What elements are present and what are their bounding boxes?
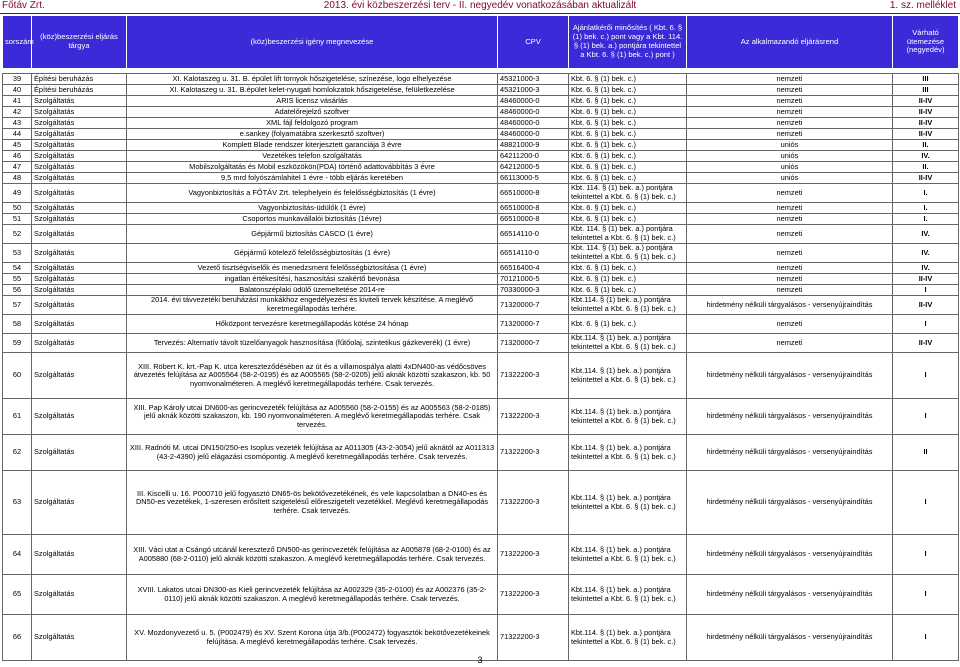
cell-igeny: ARIS licensz vásárlás (127, 96, 498, 107)
cell-minosites: Kbt.114. § (1) bek. a.) pontjára tekintettel a Kbt. 6. § (1) bek. c.) (569, 334, 687, 353)
table-row (3, 118, 959, 129)
cell-cpv: 66514110-0 (498, 244, 569, 263)
cell-utemezes: I. (893, 184, 959, 203)
cell-cpv: 71322200-3 (498, 575, 569, 615)
cell-cpv: 48460000-0 (498, 96, 569, 107)
cell-utemezes: II-IV (893, 107, 959, 118)
cell-minosites: Kbt.114. § (1) bek. a.) pontjára tekintettel a Kbt. 6. § (1) bek. c.) (569, 399, 687, 435)
cell-eljarasrend: nemzeti (687, 203, 893, 214)
cell-igeny: Vagyonbiztosítás a FŐTÁV Zrt. telephelyein és felelősségbiztosítás (1 évre) (127, 184, 498, 203)
cell-utemezes: I (893, 315, 959, 334)
cell-cpv: 45321000-3 (498, 85, 569, 96)
cell-sorszam: 58 (3, 315, 32, 334)
cell-sorszam: 60 (3, 353, 32, 399)
cell-igeny: Gépjármű kötelező felelősségbiztosítás (1 évre) (127, 244, 498, 263)
cell-cpv: 71322200-3 (498, 535, 569, 575)
table-row (3, 285, 959, 296)
cell-utemezes: I. (893, 203, 959, 214)
cell-igeny: 2014. évi távvezetéki beruházási munkákhoz engedélyezési és kiviteli tervek készítése. A meglévő keretmegállapodás terhére. (127, 296, 498, 315)
cell-cpv: 66510000-8 (498, 184, 569, 203)
cell-minosites: Kbt. 114. § (1) bek. a.) pontjára tekintettel a Kbt. 6. § (1) bek. c.) (569, 225, 687, 244)
cell-utemezes: II-IV (893, 129, 959, 140)
cell-targy: Szolgáltatás (32, 285, 127, 296)
cell-utemezes: IV. (893, 225, 959, 244)
cell-igeny: XI. Kalotaszeg u. 31. B. épület lift tornyok hőszigetelése, színezése, logo elhelyezése (127, 74, 498, 85)
cell-igeny: Csoportos munkavállalói biztosítás (1évre) (127, 214, 498, 225)
cell-igeny: e.sankey (folyamatábra szerkesztő szoftver) (127, 129, 498, 140)
cell-sorszam: 54 (3, 263, 32, 274)
table-row (3, 615, 959, 661)
cell-cpv: 48460000-0 (498, 107, 569, 118)
table-row (3, 74, 959, 85)
cell-cpv: 48460000-0 (498, 118, 569, 129)
cell-targy: Szolgáltatás (32, 96, 127, 107)
table-row (3, 151, 959, 162)
cell-cpv: 48821000-9 (498, 140, 569, 151)
cell-sorszam: 45 (3, 140, 32, 151)
cell-sorszam: 53 (3, 244, 32, 263)
cell-eljarasrend: uniós (687, 151, 893, 162)
cell-eljarasrend: nemzeti (687, 129, 893, 140)
cell-sorszam: 59 (3, 334, 32, 353)
cell-cpv: 66514110-0 (498, 225, 569, 244)
cell-targy: Szolgáltatás (32, 575, 127, 615)
cell-utemezes: II-IV (893, 96, 959, 107)
cell-eljarasrend: nemzeti (687, 74, 893, 85)
cell-igeny: XIII. Radnóti M. utcai DN150/250-es Isoplus vezeték felújítása az A011305 (43-2-3054) jelű aknától az A011313 (43-2-4390) jelű elágazási csomópontig. A meglévő keretmegállapodás terhére. Csak tervezés. (127, 435, 498, 471)
cell-eljarasrend: nemzeti (687, 225, 893, 244)
cell-sorszam: 63 (3, 471, 32, 535)
table-row (3, 85, 959, 96)
cell-cpv: 71322200-3 (498, 471, 569, 535)
cell-minosites: Kbt. 6. § (1) bek. c.) (569, 162, 687, 173)
cell-utemezes: IV. (893, 263, 959, 274)
cell-igeny: XIII. Röbert K. krt.-Pap K. utca kereszteződésében az út és a villamospálya alatti 4xDN400-as védőcsöves átvezetés felújítása az A005564 (58-2-0195) és az A005565 (58-2-0205) jelű aknák közötti szakaszon, kb. 50 nyomvonalméteren. A meglévő keretmegállapodás terhére. Csak tervezés. (127, 353, 498, 399)
cell-eljarasrend: uniós (687, 140, 893, 151)
table-header (3, 16, 959, 74)
table-row (3, 575, 959, 615)
cell-igeny: 9,5 mrd folyószámlahitel 1 évre - több eljárás keretében (127, 173, 498, 184)
cell-targy: Szolgáltatás (32, 615, 127, 661)
cell-eljarasrend: nemzeti (687, 285, 893, 296)
cell-utemezes: I (893, 471, 959, 535)
cell-cpv: 66113000-5 (498, 173, 569, 184)
cell-igeny: XV. Mozdonyvezető u. 5. (P002479) és XV. Szent Korona útja 3/b.(P002472) fogyasztók bekötővezetékeinek felújítása. A meglévő keretmegállapodás terhére. Csak tervezés. (127, 615, 498, 661)
cell-targy: Építési beruházás (32, 74, 127, 85)
cell-minosites: Kbt. 6. § (1) bek. c.) (569, 96, 687, 107)
cell-utemezes: I (893, 575, 959, 615)
col-header-igeny: (köz)beszerzési igény megnevezése (127, 16, 498, 69)
col-header-minosites: Ajánlatkérői minősítés ( Kbt. 6. § (1) bek. c.) pont vagy a Kbt. 114. § (1) bek. a.) pontjára tekintettel a Kbt. 6. § (1) bek. c.) pont ) (569, 16, 687, 69)
cell-eljarasrend: nemzeti (687, 334, 893, 353)
cell-eljarasrend: nemzeti (687, 96, 893, 107)
cell-eljarasrend: hirdetmény nélküli tárgyalásos - versenyújraindítás (687, 575, 893, 615)
col-header-utemezes: Várható ütemezése (negyedév) (893, 16, 959, 69)
table-row (3, 296, 959, 315)
cell-sorszam: 62 (3, 435, 32, 471)
cell-minosites: Kbt. 6. § (1) bek. c.) (569, 140, 687, 151)
cell-eljarasrend: hirdetmény nélküli tárgyalásos - versenyújraindítás (687, 471, 893, 535)
table-row (3, 244, 959, 263)
cell-sorszam: 41 (3, 96, 32, 107)
cell-igeny: XIII. Váci utat a Csángó utcánál keresztező DN500-as gerincvezeték felújítása az A005878 (68-2-0100) és az A005880 (68-2-0110) jelű aknák közötti szakaszon. A meglévő keretmegállapodás terhére. Csak tervezés. (127, 535, 498, 575)
cell-igeny: Hőközpont tervezésre keretmegállapodás kötése 24 hónap (127, 315, 498, 334)
cell-cpv: 71322200-3 (498, 435, 569, 471)
table-row (3, 399, 959, 435)
cell-igeny: XML fájl feldolgozó program (127, 118, 498, 129)
table-row (3, 353, 959, 399)
cell-minosites: Kbt. 6. § (1) bek. c.) (569, 214, 687, 225)
cell-utemezes: II. (893, 140, 959, 151)
cell-targy: Szolgáltatás (32, 162, 127, 173)
cell-utemezes: I (893, 399, 959, 435)
cell-cpv: 71320000-7 (498, 296, 569, 315)
table-row (3, 162, 959, 173)
cell-targy: Szolgáltatás (32, 184, 127, 203)
cell-utemezes: I. (893, 214, 959, 225)
cell-targy: Szolgáltatás (32, 214, 127, 225)
cell-utemezes: IV. (893, 244, 959, 263)
table-row (3, 274, 959, 285)
cell-utemezes: II. (893, 162, 959, 173)
cell-sorszam: 50 (3, 203, 32, 214)
cell-targy: Szolgáltatás (32, 535, 127, 575)
cell-sorszam: 61 (3, 399, 32, 435)
cell-utemezes: II-IV (893, 334, 959, 353)
cell-minosites: Kbt. 6. § (1) bek. c.) (569, 129, 687, 140)
cell-minosites: Kbt. 6. § (1) bek. c.) (569, 107, 687, 118)
table-row (3, 203, 959, 214)
cell-igeny: XI. Kalotaszeg u. 31. B.épület kelet-nyugati homlokzatok hőszigetelése, felületkezelése (127, 85, 498, 96)
table-row (3, 214, 959, 225)
cell-cpv: 71322200-3 (498, 399, 569, 435)
col-header-cpv: CPV (498, 16, 569, 69)
table-row (3, 263, 959, 274)
table-row (3, 129, 959, 140)
cell-sorszam: 39 (3, 74, 32, 85)
cell-eljarasrend: hirdetmény nélküli tárgyalásos - versenyújraindítás (687, 435, 893, 471)
cell-minosites: Kbt. 6. § (1) bek. c.) (569, 118, 687, 129)
table-row (3, 471, 959, 535)
cell-sorszam: 57 (3, 296, 32, 315)
cell-igeny: Vagyonbiztosítás-üdülők (1 évre) (127, 203, 498, 214)
cell-minosites: Kbt.114. § (1) bek. a.) pontjára tekintettel a Kbt. 6. § (1) bek. c.) (569, 296, 687, 315)
cell-sorszam: 40 (3, 85, 32, 96)
cell-targy: Szolgáltatás (32, 107, 127, 118)
table-row (3, 173, 959, 184)
table-row (3, 315, 959, 334)
cell-minosites: Kbt. 6. § (1) bek. c.) (569, 203, 687, 214)
col-header-eljarasrend: Az alkalmazandó eljárásrend (687, 16, 893, 69)
cell-sorszam: 51 (3, 214, 32, 225)
cell-eljarasrend: nemzeti (687, 214, 893, 225)
cell-cpv: 66516400-4 (498, 263, 569, 274)
table-row (3, 140, 959, 151)
cell-minosites: Kbt.114. § (1) bek. a.) pontjára tekintettel a Kbt. 6. § (1) bek. c.) (569, 471, 687, 535)
cell-sorszam: 55 (3, 274, 32, 285)
cell-minosites: Kbt. 6. § (1) bek. c.) (569, 285, 687, 296)
cell-cpv: 71322200-3 (498, 353, 569, 399)
cell-igeny: ingatlan értékesítési, hasznosítási szakértő bevonása (127, 274, 498, 285)
cell-eljarasrend: hirdetmény nélküli tárgyalásos - versenyújraindítás (687, 535, 893, 575)
cell-targy: Szolgáltatás (32, 399, 127, 435)
cell-cpv: 45321000-3 (498, 74, 569, 85)
page-number: 3 (477, 655, 483, 665)
cell-utemezes: I (893, 353, 959, 399)
cell-minosites: Kbt.114. § (1) bek. a.) pontjára tekintettel a Kbt. 6. § (1) bek. c.) (569, 575, 687, 615)
cell-igeny: III. Kiscelli u. 16. P000710 jelű fogyasztó DN65-ös bekötővezetékének, és vele kapcsolatban a DN40-es és DN50-es vezetékek, 1-szeresen erősített szigetelésű előreszigetelt vezetékkel. Meglévő keretmegállapodás terhére. Csak tervezés. (127, 471, 498, 535)
table-body (3, 74, 959, 661)
cell-igeny: Adatelőrejelző szoftver (127, 107, 498, 118)
cell-utemezes: II-IV (893, 274, 959, 285)
cell-targy: Szolgáltatás (32, 353, 127, 399)
cell-targy: Szolgáltatás (32, 274, 127, 285)
cell-targy: Szolgáltatás (32, 435, 127, 471)
cell-utemezes: I (893, 535, 959, 575)
cell-targy: Szolgáltatás (32, 225, 127, 244)
cell-eljarasrend: uniós (687, 173, 893, 184)
cell-minosites: Kbt. 114. § (1) bek. a.) pontjára tekintettel a Kbt. 6. § (1) bek. c.) (569, 244, 687, 263)
cell-targy: Szolgáltatás (32, 244, 127, 263)
cell-utemezes: I (893, 285, 959, 296)
cell-eljarasrend: hirdetmény nélküli tárgyalásos - versenyújraindítás (687, 399, 893, 435)
cell-cpv: 66510000-8 (498, 214, 569, 225)
cell-minosites: Kbt.114. § (1) bek. a.) pontjára tekintettel a Kbt. 6. § (1) bek. c.) (569, 353, 687, 399)
cell-eljarasrend: nemzeti (687, 184, 893, 203)
cell-cpv: 70121000-5 (498, 274, 569, 285)
document-title: 2013. évi közbeszerzési terv - II. negyedév vonatkozásában aktualizált (323, 0, 637, 11)
cell-sorszam: 52 (3, 225, 32, 244)
cell-minosites: Kbt. 6. § (1) bek. c.) (569, 274, 687, 285)
cell-eljarasrend: nemzeti (687, 263, 893, 274)
table-row (3, 184, 959, 203)
table-row (3, 435, 959, 471)
cell-utemezes: IV. (893, 151, 959, 162)
cell-igeny: Balatonszéplaki üdülő üzemeltetése 2014-re (127, 285, 498, 296)
cell-sorszam: 44 (3, 129, 32, 140)
cell-igeny: Tervezés: Alternatív távolt tüzelőanyagok hasznosítása (fűtőolaj, szintetikus gázkeverék) (1 évre) (127, 334, 498, 353)
cell-sorszam: 46 (3, 151, 32, 162)
cell-eljarasrend: nemzeti (687, 274, 893, 285)
cell-sorszam: 47 (3, 162, 32, 173)
cell-minosites: Kbt. 6. § (1) bek. c.) (569, 74, 687, 85)
cell-sorszam: 64 (3, 535, 32, 575)
cell-sorszam: 56 (3, 285, 32, 296)
cell-targy: Szolgáltatás (32, 296, 127, 315)
cell-cpv: 48460000-0 (498, 129, 569, 140)
cell-utemezes: II-IV (893, 173, 959, 184)
table-row (3, 107, 959, 118)
cell-targy: Szolgáltatás (32, 173, 127, 184)
cell-eljarasrend: hirdetmény nélküli tárgyalásos - versenyújraindítás (687, 615, 893, 661)
cell-utemezes: III (893, 85, 959, 96)
cell-utemezes: III (893, 74, 959, 85)
cell-targy: Szolgáltatás (32, 203, 127, 214)
cell-targy: Szolgáltatás (32, 315, 127, 334)
cell-igeny: XIII. Pap Károly utcai DN600-as gerincvezeték felújítása az A005560 (58-2-0155) és az A005563 (58-2-0185) jelű aknák közötti szakaszon, kb. 190 nyomvonalméteren. A meglévő keretmegállapodás terhére. Csak tervezés. (127, 399, 498, 435)
cell-cpv: 64212000-5 (498, 162, 569, 173)
cell-sorszam: 65 (3, 575, 32, 615)
cell-sorszam: 66 (3, 615, 32, 661)
cell-minosites: Kbt. 114. § (1) bek. a.) pontjára tekintettel a Kbt. 6. § (1) bek. c.) (569, 184, 687, 203)
cell-eljarasrend: hirdetmény nélküli tárgyalásos - versenyújraindítás (687, 353, 893, 399)
cell-utemezes: II (893, 435, 959, 471)
table-row (3, 334, 959, 353)
col-header-sorszam: sorszám (3, 16, 32, 69)
table-row (3, 225, 959, 244)
cell-targy: Szolgáltatás (32, 471, 127, 535)
cell-targy: Építési beruházás (32, 85, 127, 96)
cell-igeny: Gépjármű biztosítás CASCO (1 évre) (127, 225, 498, 244)
header-rule (0, 13, 960, 14)
cell-eljarasrend: hirdetmény nélküli tárgyalásos - versenyújraindítás (687, 296, 893, 315)
cell-igeny: Komplett Blade rendszer kiterjesztett garanciája 3 évre (127, 140, 498, 151)
cell-eljarasrend: nemzeti (687, 244, 893, 263)
cell-targy: Szolgáltatás (32, 118, 127, 129)
cell-minosites: Kbt.114. § (1) bek. a.) pontjára tekintettel a Kbt. 6. § (1) bek. c.) (569, 435, 687, 471)
cell-sorszam: 49 (3, 184, 32, 203)
cell-igeny: Vezető tisztségviselők és menedzsment felelősségbiztosítása (1 évre) (127, 263, 498, 274)
cell-eljarasrend: nemzeti (687, 85, 893, 96)
cell-eljarasrend: nemzeti (687, 107, 893, 118)
page-header (0, 0, 960, 14)
cell-cpv: 71320000-7 (498, 315, 569, 334)
table-row (3, 535, 959, 575)
cell-cpv: 64211200-0 (498, 151, 569, 162)
cell-cpv: 70330000-3 (498, 285, 569, 296)
procurement-plan-table (2, 15, 959, 661)
cell-utemezes: II-IV (893, 296, 959, 315)
cell-targy: Szolgáltatás (32, 140, 127, 151)
cell-minosites: Kbt.114. § (1) bek. a.) pontjára tekintettel a Kbt. 6. § (1) bek. c.) (569, 615, 687, 661)
cell-utemezes: I (893, 615, 959, 661)
cell-cpv: 66510000-8 (498, 203, 569, 214)
cell-sorszam: 48 (3, 173, 32, 184)
cell-minosites: Kbt. 6. § (1) bek. c.) (569, 85, 687, 96)
cell-cpv: 71320000-7 (498, 334, 569, 353)
cell-igeny: Vezetékes telefon szolgáltatás (127, 151, 498, 162)
appendix-label: 1. sz. melléklet (889, 0, 956, 11)
cell-cpv: 71322200-3 (498, 615, 569, 661)
company-name: Főtáv Zrt. (2, 0, 45, 11)
cell-igeny: XVIII. Lakatos utcai DN300-as Kieli gerincvezeték felújítása az A002329 (35-2-0100) és az A002376 (35-2-0110) jelű aknák közötti szakaszon. A meglévő keretmegállapodás terhére. Csak tervezés. (127, 575, 498, 615)
cell-targy: Szolgáltatás (32, 129, 127, 140)
cell-minosites: Kbt. 6. § (1) bek. c.) (569, 315, 687, 334)
cell-sorszam: 42 (3, 107, 32, 118)
cell-utemezes: II-IV (893, 118, 959, 129)
cell-minosites: Kbt. 6. § (1) bek. c.) (569, 263, 687, 274)
cell-eljarasrend: nemzeti (687, 315, 893, 334)
cell-targy: Szolgáltatás (32, 334, 127, 353)
cell-minosites: Kbt. 6. § (1) bek. c.) (569, 151, 687, 162)
cell-eljarasrend: uniós (687, 162, 893, 173)
cell-minosites: Kbt.114. § (1) bek. a.) pontjára tekintettel a Kbt. 6. § (1) bek. c.) (569, 535, 687, 575)
cell-igeny: Mobilszolgáltatás és Mobil eszközökön(PDA) történő adattovábbítás 3 évre (127, 162, 498, 173)
col-header-targy: (köz)beszerzési eljárás tárgya (32, 16, 127, 69)
cell-targy: Szolgáltatás (32, 151, 127, 162)
cell-sorszam: 43 (3, 118, 32, 129)
cell-targy: Szolgáltatás (32, 263, 127, 274)
table-row (3, 96, 959, 107)
cell-minosites: Kbt. 6. § (1) bek. c.) (569, 173, 687, 184)
cell-eljarasrend: nemzeti (687, 118, 893, 129)
